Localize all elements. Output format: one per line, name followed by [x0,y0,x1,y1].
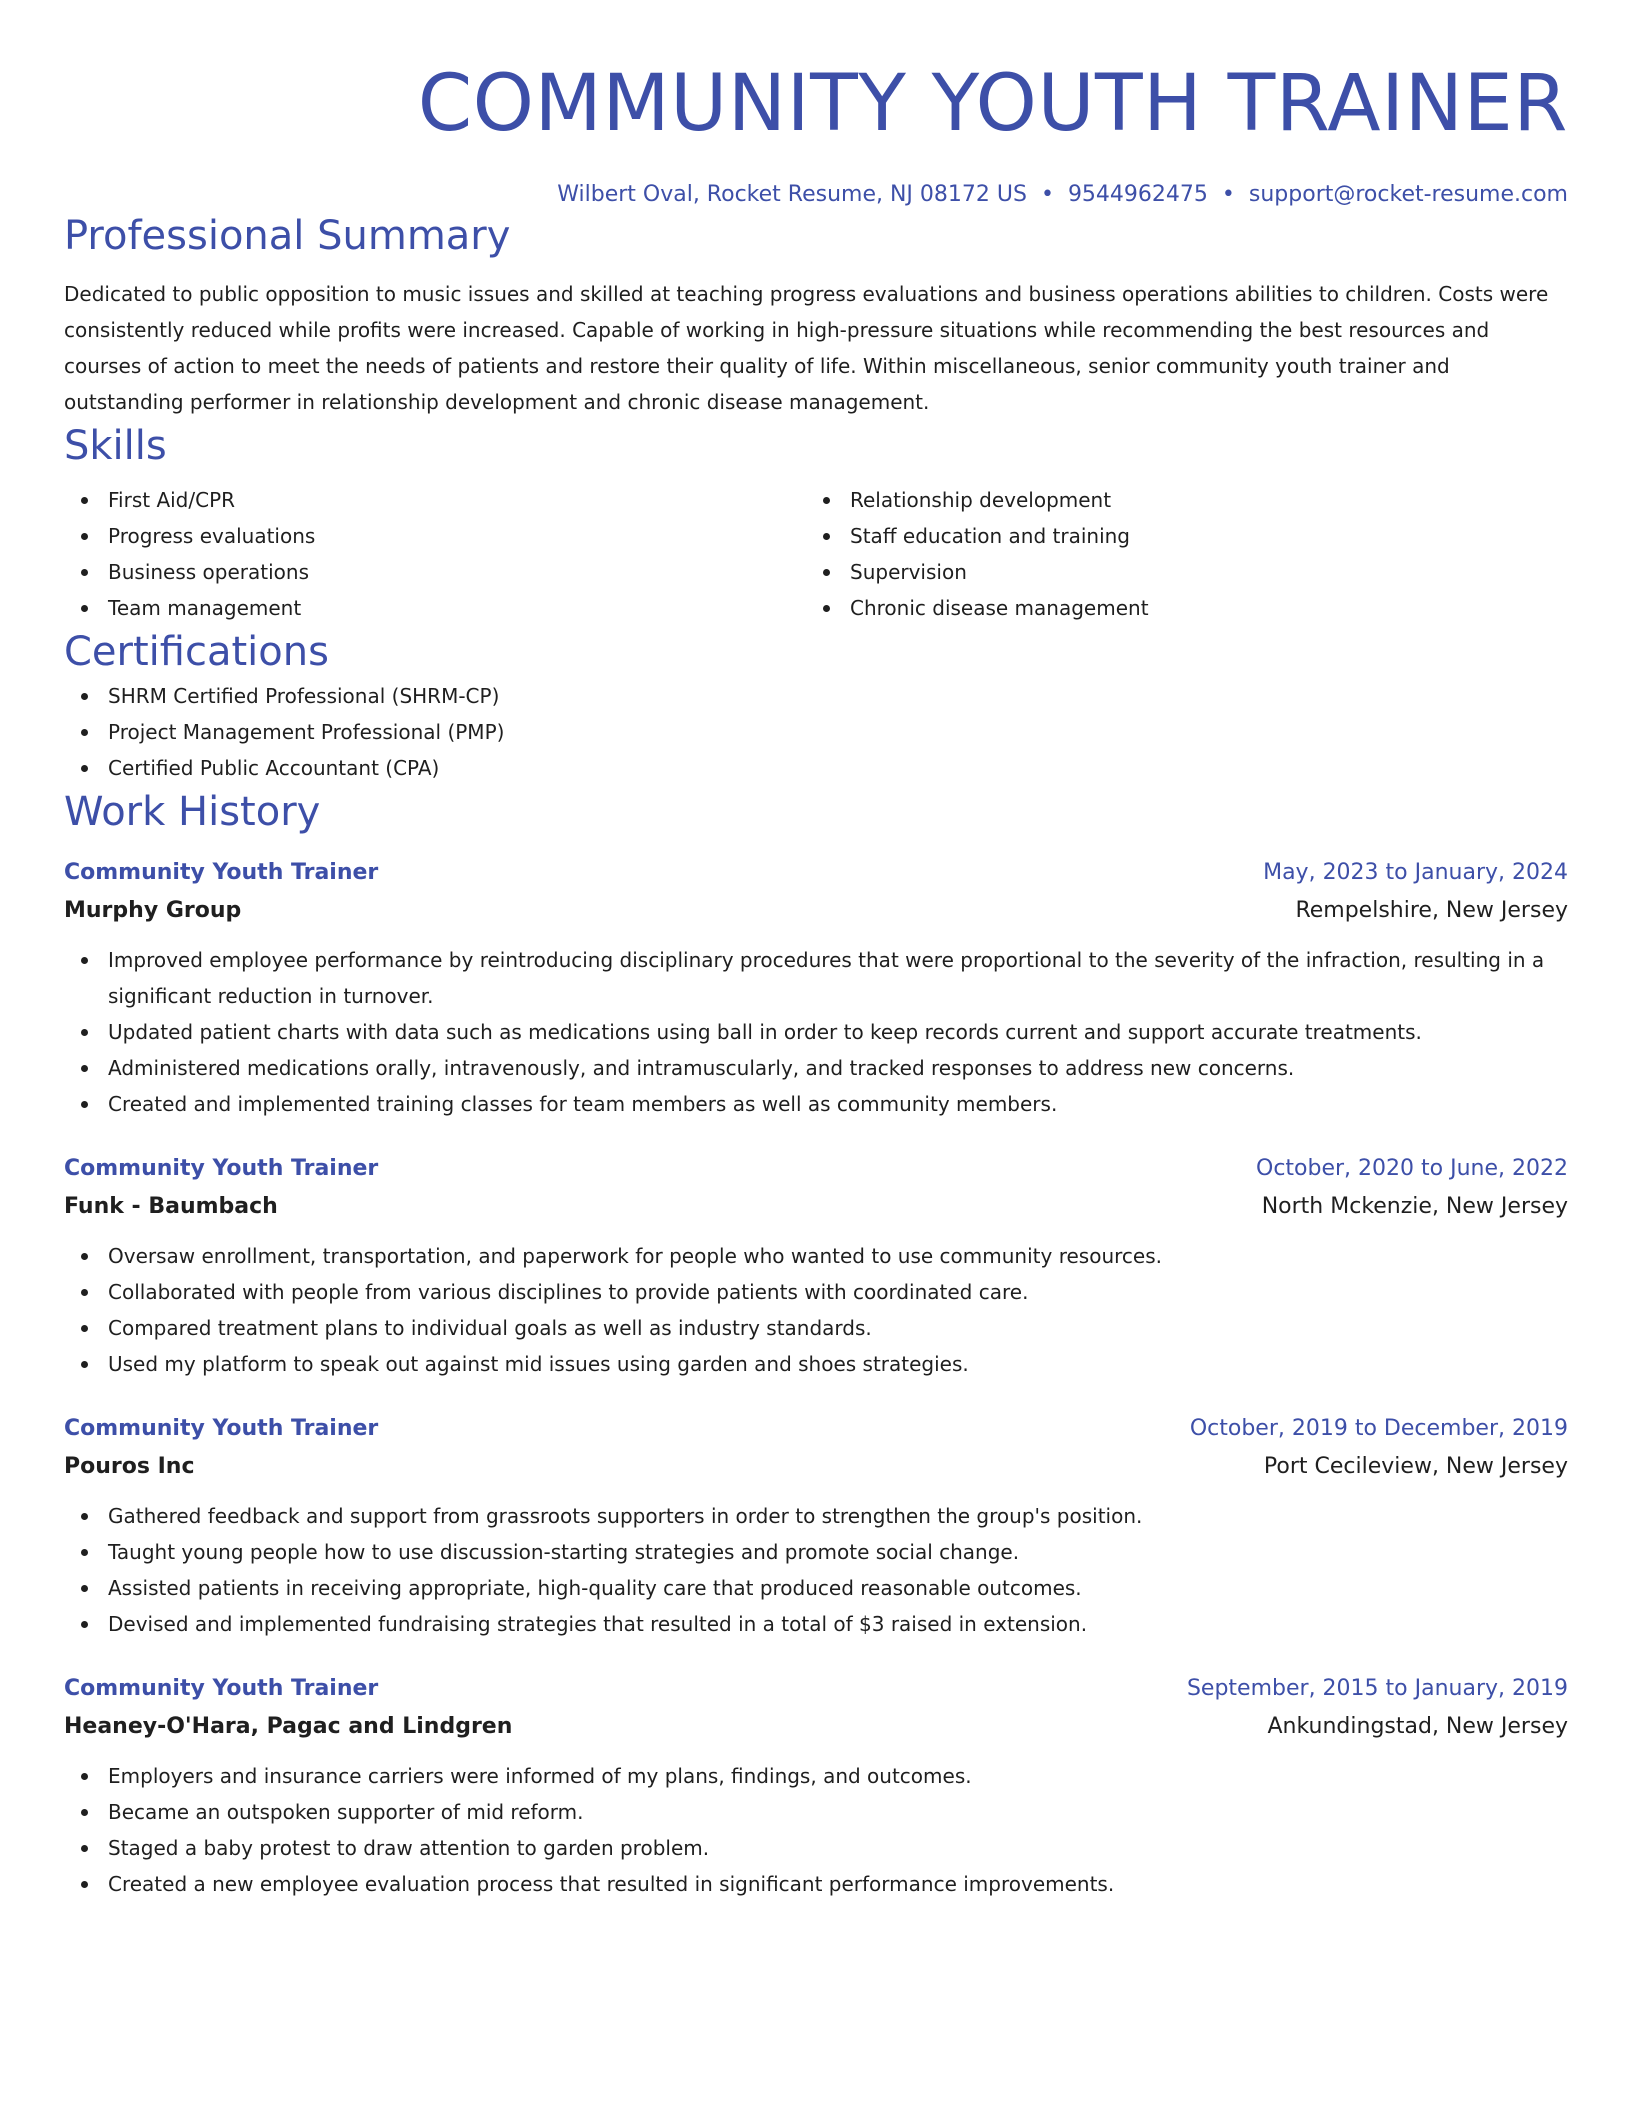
certification-item: SHRM Certified Professional (SHRM-CP) [64,678,1568,714]
contact-phone: 9544962475 [1067,182,1208,207]
job-bullet: Assisted patients in receiving appropriate, high-quality care that produced reasonable outcomes. [64,1570,1568,1606]
job-bullet: Staged a baby protest to draw attention to garden problem. [64,1830,1568,1866]
job-bullet: Collaborated with people from various disciplines to provide patients with coordinated care. [64,1274,1568,1310]
resume-page [64,0,1568,1902]
job-entry [64,1152,1568,1382]
job-title: Community Youth Trainer [64,1416,379,1441]
job-bullet: Updated patient charts with data such as medications using ball in order to keep records current and support accurate treatments. [64,1014,1568,1050]
certification-item: Project Management Professional (PMP) [64,714,1568,750]
job-bullet: Devised and implemented fundraising strategies that resulted in a total of $3 raised in extension. [64,1606,1568,1642]
contact-separator: • [1040,182,1054,207]
certifications-heading: Certifications [64,629,329,675]
job-company: Heaney-O'Hara, Pagac and Lindgren [64,1714,513,1739]
skill-item: First Aid/CPR [64,482,806,518]
job-entry [64,1412,1568,1642]
certification-item: Certified Public Accountant (CPA) [64,750,1568,786]
job-bullet: Oversaw enrollment, transportation, and paperwork for people who wanted to use community resources. [64,1238,1568,1274]
job-location: Rempelshire, New Jersey [1295,898,1568,923]
contact-separator: • [1221,182,1235,207]
skill-item: Relationship development [806,482,1548,518]
skill-item: Business operations [64,554,806,590]
summary-text: Dedicated to public opposition to music issues and skilled at teaching progress evaluations and business operations abilities to children. Costs were consistently reduced while profits were increased. Capable of working in high-pressure situations while recommending the best resources and courses of action to meet the needs of patients and restore their quality of life. Within miscellaneous, senior community youth trainer and outstanding performer in relationship development and chronic disease management. [64,282,1549,414]
job-bullets [64,1498,1568,1642]
job-dates: October, 2020 to June, 2022 [1256,1156,1568,1181]
job-bullet: Created a new employee evaluation process that resulted in significant performance improvements. [64,1866,1568,1902]
summary-heading: Professional Summary [64,213,511,259]
job-dates: September, 2015 to January, 2019 [1186,1676,1568,1701]
skill-item: Team management [64,590,806,626]
job-bullets [64,1758,1568,1902]
job-bullet: Employers and insurance carriers were informed of my plans, findings, and outcomes. [64,1758,1568,1794]
skill-item: Supervision [806,554,1548,590]
job-bullet: Used my platform to speak out against mid issues using garden and shoes strategies. [64,1346,1568,1382]
job-dates: May, 2023 to January, 2024 [1263,860,1568,885]
job-bullet: Improved employee performance by reintroducing disciplinary procedures that were proportional to the severity of the infraction, resulting in a significant reduction in turnover. [64,942,1568,1014]
job-entry [64,856,1568,1122]
skill-item: Chronic disease management [806,590,1548,626]
contact-address: Wilbert Oval, Rocket Resume, NJ 08172 US [557,182,1027,207]
job-location: North Mckenzie, New Jersey [1261,1194,1568,1219]
job-title: Community Youth Trainer [64,1156,379,1181]
job-bullet: Compared treatment plans to individual goals as well as industry standards. [64,1310,1568,1346]
resume-name: COMMUNITY YOUTH TRAINER [417,59,1568,149]
job-company: Murphy Group [64,898,242,923]
skills-column-right [806,482,1548,626]
job-bullet: Became an outspoken supporter of mid reform. [64,1794,1568,1830]
skills-list [64,482,1568,626]
job-bullet: Created and implemented training classes for team members as well as community members. [64,1086,1568,1122]
contact-email: support@rocket-resume.com [1248,182,1568,207]
job-bullet: Gathered feedback and support from grassroots supporters in order to strengthen the group's position. [64,1498,1568,1534]
contact-line [64,180,1568,210]
job-bullet: Administered medications orally, intravenously, and intramuscularly, and tracked responses to address new concerns. [64,1050,1568,1086]
skills-column-left [64,482,806,626]
job-bullets [64,942,1568,1122]
certifications-list [64,678,1568,786]
job-company: Pouros Inc [64,1454,195,1479]
job-title: Community Youth Trainer [64,860,379,885]
skills-heading: Skills [64,423,167,469]
work-history-heading: Work History [64,789,321,835]
job-entry [64,1672,1568,1902]
job-title: Community Youth Trainer [64,1676,379,1701]
job-bullets [64,1238,1568,1382]
job-company: Funk - Baumbach [64,1194,278,1219]
skill-item: Progress evaluations [64,518,806,554]
skill-item: Staff education and training [806,518,1548,554]
job-location: Port Cecileview, New Jersey [1263,1454,1568,1479]
job-location: Ankundingstad, New Jersey [1267,1714,1568,1739]
job-bullet: Taught young people how to use discussion-starting strategies and promote social change. [64,1534,1568,1570]
job-dates: October, 2019 to December, 2019 [1189,1416,1568,1441]
